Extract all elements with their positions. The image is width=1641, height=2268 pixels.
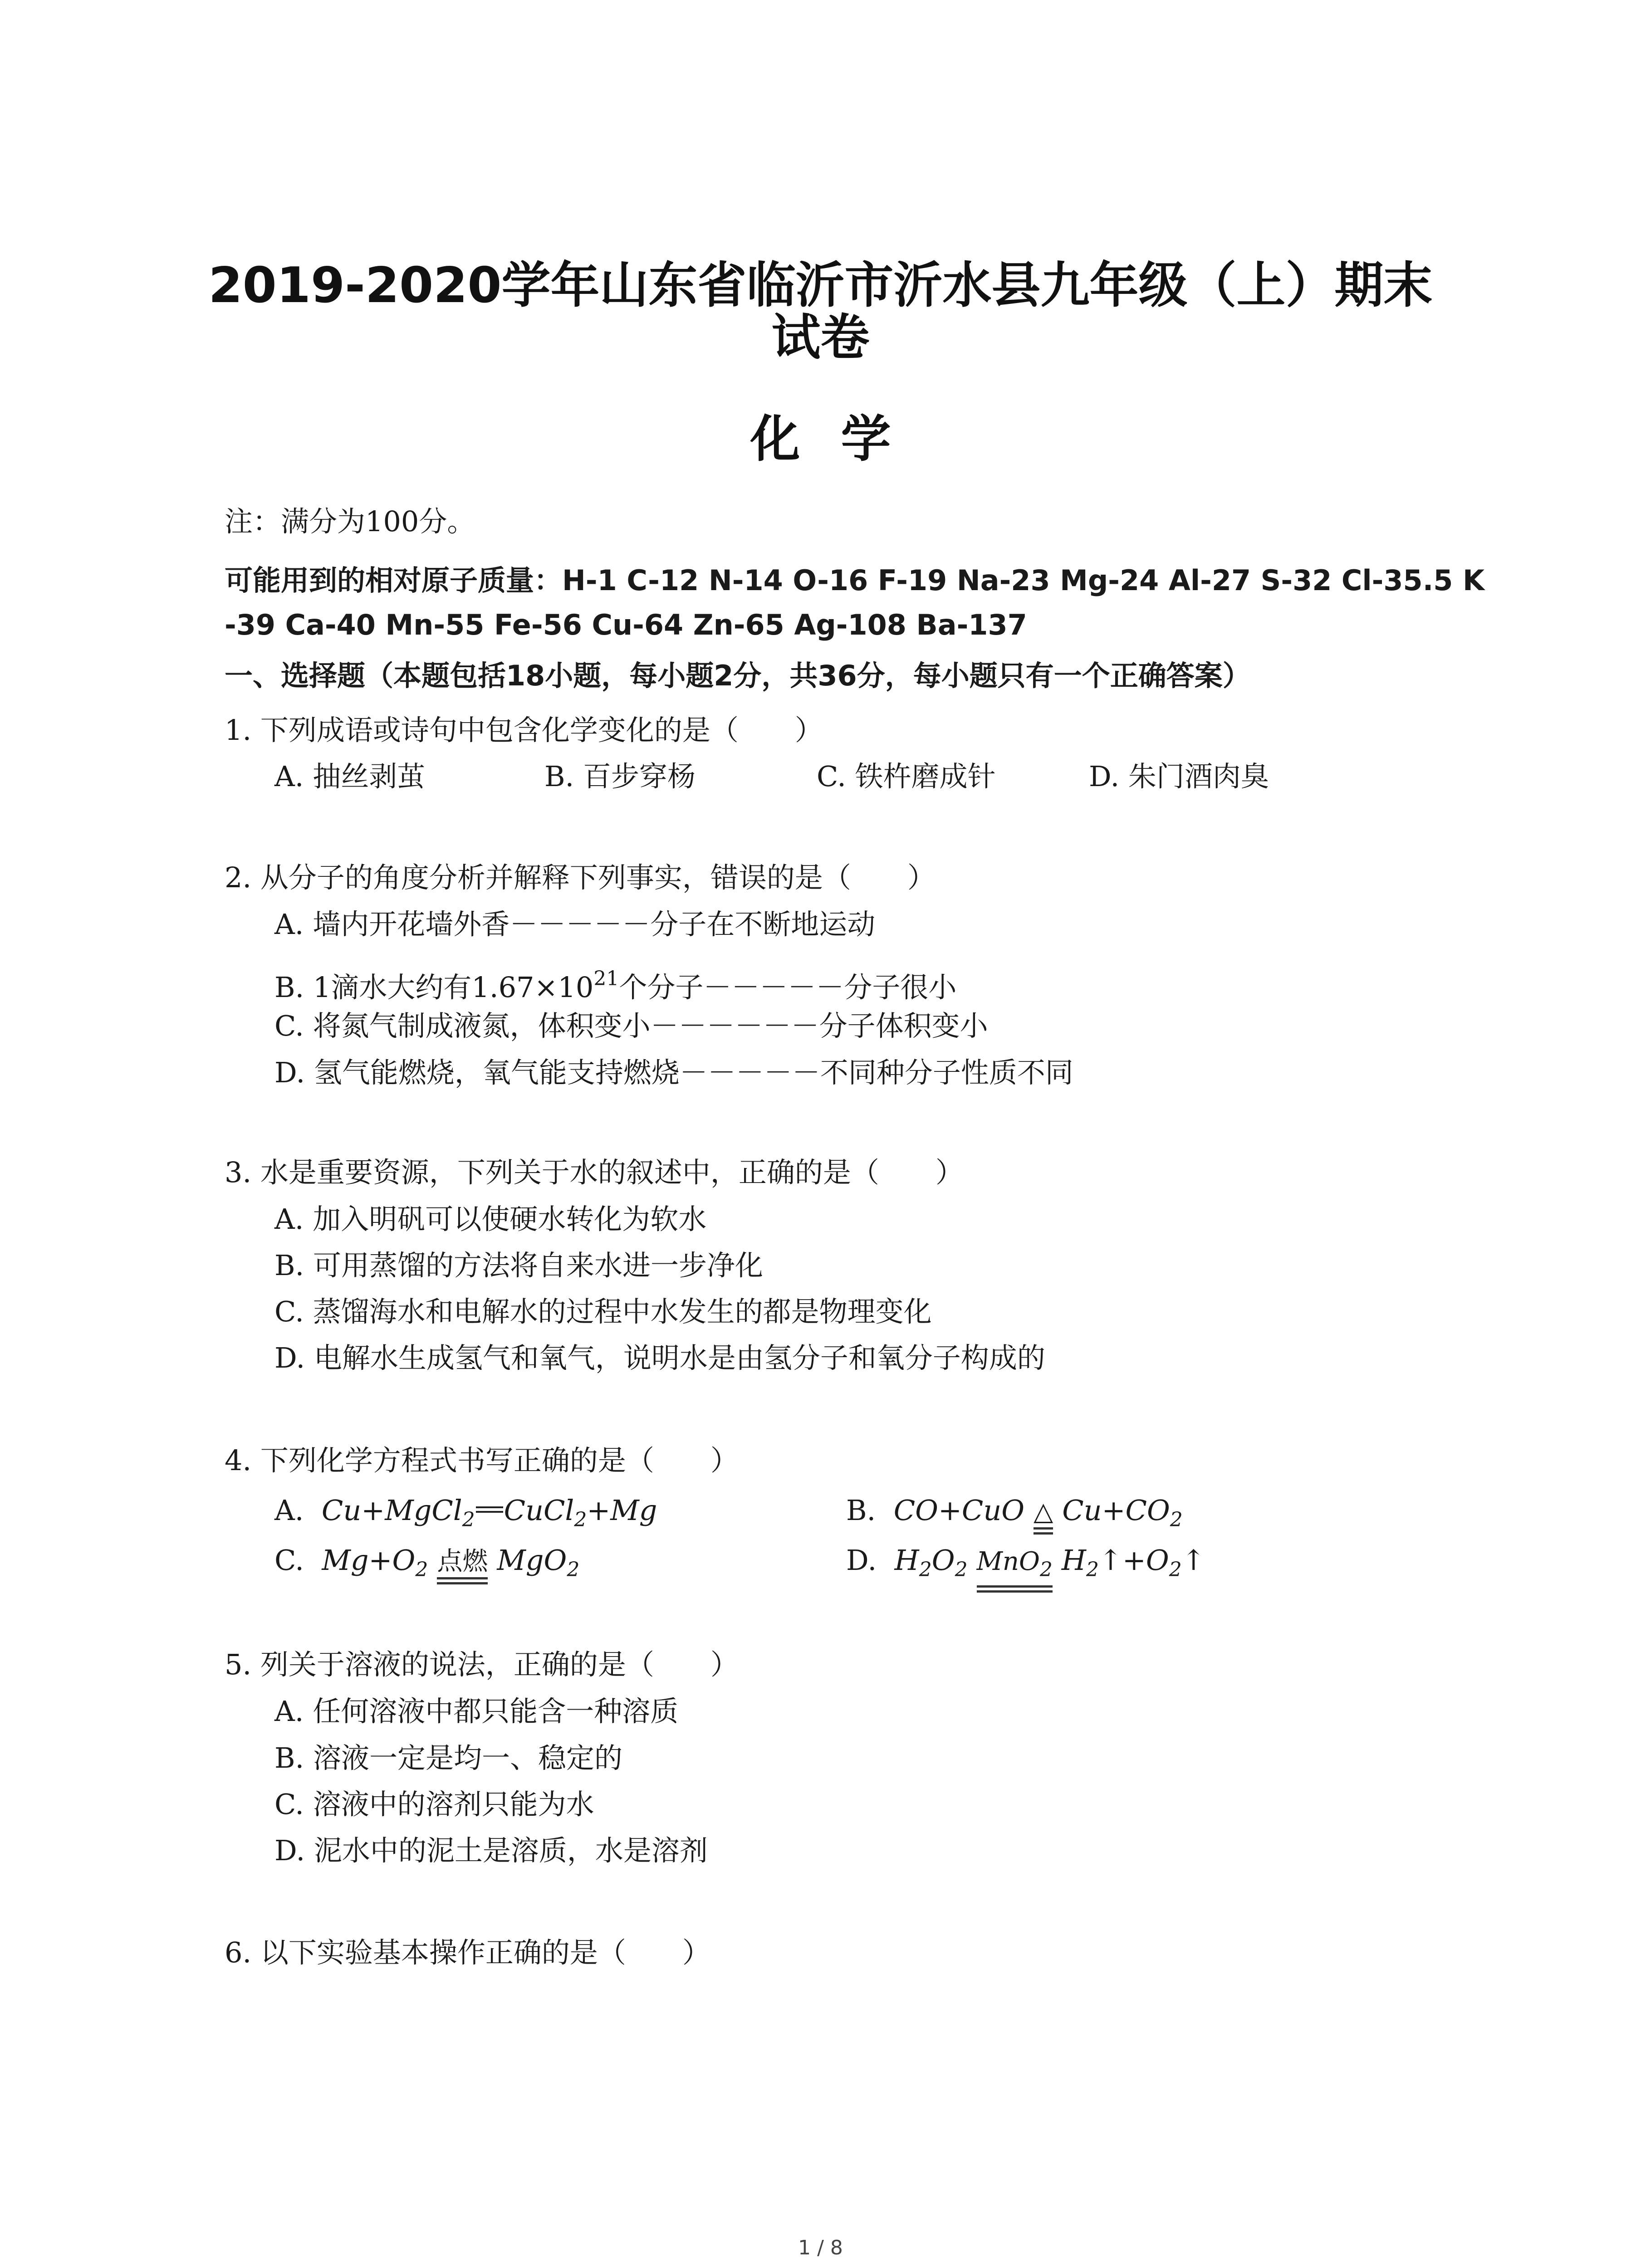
condition-catalyst: MnO$_2$ bbox=[974, 1548, 1055, 1593]
exam-title-line1: 2019-2020学年山东省临沂市沂水县九年级（上）期末 bbox=[208, 257, 1433, 314]
question-3-option-d: D. 电解水生成氢气和氧气，说明水是由氢分子和氧分子构成的 bbox=[274, 1341, 1045, 1374]
subject-title: 化学 bbox=[750, 410, 932, 468]
question-3-option-b: B. 可用蒸馏的方法将自来水进一步净化 bbox=[274, 1249, 763, 1282]
condition-ignite: 点燃 bbox=[434, 1548, 490, 1584]
question-2-option-b-exponent: 21 bbox=[593, 967, 619, 990]
question-2-option-a: A. 墙内开花墙外香－－－－－分子在不断地运动 bbox=[274, 908, 876, 941]
question-2-stem: 2. 从分子的角度分析并解释下列事实，错误的是（ ） bbox=[225, 861, 936, 894]
question-4-option-a bbox=[274, 1492, 657, 1538]
question-3-option-c: C. 蒸馏海水和电解水的过程中水发生的都是物理变化 bbox=[274, 1295, 932, 1328]
question-5-stem: 5. 列关于溶液的说法，正确的是（ ） bbox=[225, 1648, 739, 1681]
exam-title-line2: 试卷 bbox=[771, 309, 870, 366]
score-note: 注：满分为100分。 bbox=[225, 505, 475, 538]
option-label: B. bbox=[846, 1494, 876, 1527]
question-2-option-b-tail: 个分子－－－－－分子很小 bbox=[619, 971, 957, 1004]
question-5-option-d: D. 泥水中的泥土是溶质，水是溶剂 bbox=[274, 1834, 708, 1867]
question-1-option-a: A. 抽丝剥茧 bbox=[274, 760, 426, 793]
option-label: C. bbox=[274, 1544, 304, 1577]
question-2-option-b-text: B. 1滴水大约有1.67×10 bbox=[274, 971, 594, 1004]
question-4-option-d bbox=[846, 1542, 1205, 1593]
question-1-option-c: C. 铁杵磨成针 bbox=[817, 760, 996, 793]
equation-a: Cu+MgCl$_2$ CuCl$_2$+Mg bbox=[321, 1494, 657, 1531]
section-heading: 一、选择题（本题包括18小题，每小题2分，共36分，每小题只有一个正确答案） bbox=[225, 659, 1251, 692]
question-2-option-b bbox=[274, 961, 956, 1006]
equation-d: $H_2O_2$ MnO$_2$ $H_2↑+O_2↑$ bbox=[895, 1544, 1205, 1577]
question-4-option-c bbox=[274, 1542, 579, 1588]
question-1-option-b: B. 百步穿杨 bbox=[544, 760, 696, 793]
question-2-option-d: D. 氢气能燃烧，氧气能支持燃烧－－－－－不同种分子性质不同 bbox=[274, 1056, 1073, 1089]
question-5-option-c: C. 溶液中的溶剂只能为水 bbox=[274, 1788, 594, 1821]
atomic-mass-line-2: -39 Ca-40 Mn-55 Fe-56 Cu-64 Zn-65 Ag-108 Ba-137 bbox=[225, 608, 1027, 641]
question-5-option-a: A. 任何溶液中都只能含一种溶质 bbox=[274, 1695, 679, 1728]
option-label: D. bbox=[846, 1544, 877, 1577]
condition-heat: △ bbox=[1031, 1498, 1056, 1535]
question-1-option-d: D. 朱门酒肉臭 bbox=[1089, 760, 1269, 793]
question-3-stem: 3. 水是重要资源，下列关于水的叙述中，正确的是（ ） bbox=[225, 1156, 964, 1189]
atomic-mass-line-1: 可能用到的相对原子质量：H-1 C-12 N-14 O-16 F-19 Na-23 Mg-24 Al-27 S-32 Cl-35.5 K bbox=[225, 564, 1485, 597]
question-2-option-c: C. 将氮气制成液氮，体积变小－－－－－－分子体积变小 bbox=[274, 1009, 988, 1042]
equation-b: CO+CuO △ $Cu+CO_2$ bbox=[894, 1494, 1183, 1527]
question-4-option-b bbox=[846, 1492, 1183, 1538]
question-5-option-b: B. 溶液一定是均一、稳定的 bbox=[274, 1741, 622, 1774]
question-4-stem: 4. 下列化学方程式书写正确的是（ ） bbox=[225, 1444, 739, 1477]
equation-c: $Mg+O_2$ 点燃 MgO$_2$ bbox=[322, 1544, 579, 1577]
question-6-stem: 6. 以下实验基本操作正确的是（ ） bbox=[225, 1936, 710, 1969]
question-3-option-a: A. 加入明矾可以使硬水转化为软水 bbox=[274, 1202, 707, 1236]
question-1-stem: 1. 下列成语或诗句中包含化学变化的是（ ） bbox=[225, 714, 823, 747]
page-number: 1 / 8 bbox=[798, 2236, 843, 2259]
option-label: A. bbox=[274, 1494, 304, 1527]
